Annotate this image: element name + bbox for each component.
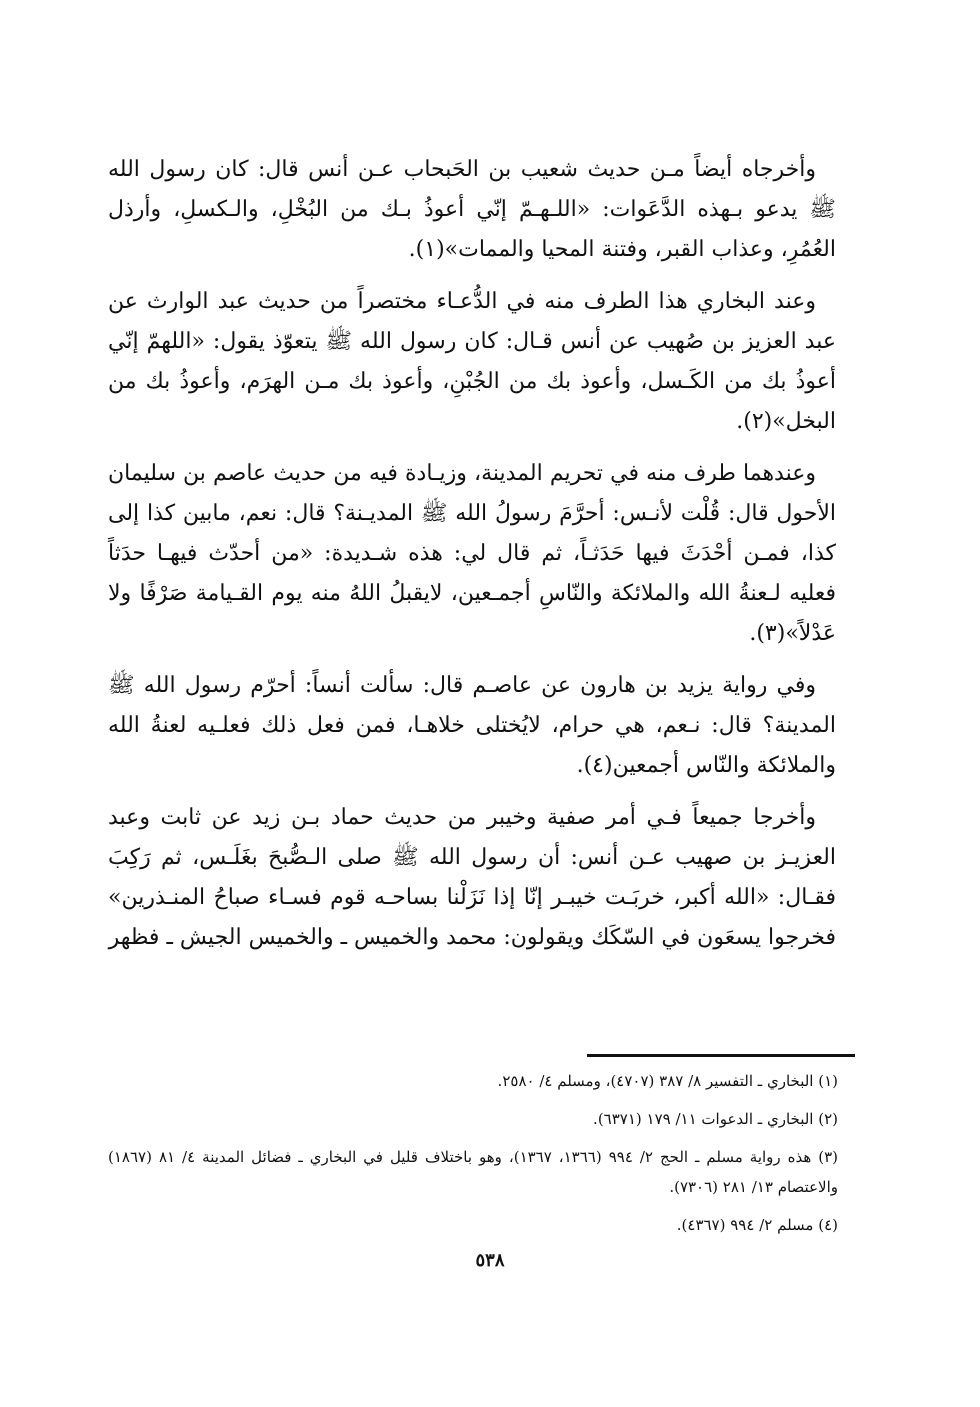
- main-text: [108, 150, 836, 970]
- footnote: (١) البخاري ـ التفسير ٨/ ٣٨٧ (٤٧٠٧)، ومسلم ٤/ ٢٥٨٠.: [497, 1072, 838, 1090]
- paragraph: وأخرجا جميعاً فـي أمر صفية وخيبر من حديث حماد بـن زيد عن ثابت وعبد العزيـز بن صهيب عـن أنس: أن رسول الله ﷺ صلى الـصُّبحَ بغَلَـس، ثم رَكِبَ فقـال: «الله أكبر، خربَـت خيبـر إنّا إذا نَزَلْنا بساحـه قوم فسـاء صباحُ المنـذرين» فخرجوا يسعَون في السّكَك ويقولون: محمد والخميس ـ والخميس الجيش ـ فظهر: [108, 805, 836, 950]
- paragraph: وعندهما طرف منه في تحريم المدينة، وزيـادة فيه من حديث عاصم بن سليمان الأحول قال: قُلْت لأنـس: أحرَّمَ رسولُ الله ﷺ المديـنة؟ قال: نعم، مابين كذا إلى كذا، فمـن أحْدَثَ فيها حَدَثـاً، ثم قال لي: هذه شـديدة: «من أحدّث فيهـا حدَثاً فعليه لـعنةُ الله والملائكة والنّاسِ أجمـعين، لايقبلُ اللهُ منه يوم القـيامة صَرْفًا ولا عَدْلاً»(٣).: [108, 461, 836, 646]
- footnote: (٣) هذه رواية مسلم ـ الحج ٢/ ٩٩٤ (١٣٦٦، ١٣٦٧)، وهو باختلاف قليل في البخاري ـ فضائل المدينة ٤/ ٨١ (١٨٦٧) والاعتصام ١٣/ ٢٨١ (٧٣٠٦).: [108, 1148, 839, 1196]
- footnote: (٤) مسلم ٢/ ٩٩٤ (٤٣٦٧).: [676, 1216, 838, 1234]
- footnote-separator: [587, 1054, 855, 1057]
- page-number: ٥٣٨: [475, 1250, 505, 1271]
- paragraph: وأخرجاه أيضاً مـن حديث شعيب بن الحَبحاب عـن أنس قال: كان رسول الله ﷺ يدعو بـهذه الدَّعَوات: «اللـهـمّ إنّي أعوذُ بـك من البُخْلِ، والـكسلِ، وأرذل العُمُرِ، وعذاب القبر، وفتنة المحيا والممات»(١).: [108, 157, 836, 262]
- footnotes: [108, 1066, 838, 1248]
- footnote: (٢) البخاري ـ الدعوات ١١/ ١٧٩ (٦٣٧١).: [593, 1110, 838, 1128]
- paragraph: وفي رواية يزيد بن هارون عن عاصـم قال: سألت أنساً: أحرّم رسول الله ﷺ المدينة؟ قال: نـعم، هي حرام، لايُختلى خلاهـا، فمن فعل ذلك فعلـيه لعنةُ الله والملائكة والنّاس أجمعين(٤).: [108, 673, 836, 778]
- paragraph: وعند البخاري هذا الطرف منه في الدُّعـاء مختصراً من حديث عبد الوارث عن عبد العزيز بن صُهيب عن أنس قـال: كان رسول الله ﷺ يتعوّذ يقول: «اللهمّ إنّي أعوذُ بك من الكَـسل، وأعوذ بك من الجُبْنِ، وأعوذ بك مـن الهرَم، وأعوذُ بك من البخل»(٢).: [108, 289, 836, 434]
